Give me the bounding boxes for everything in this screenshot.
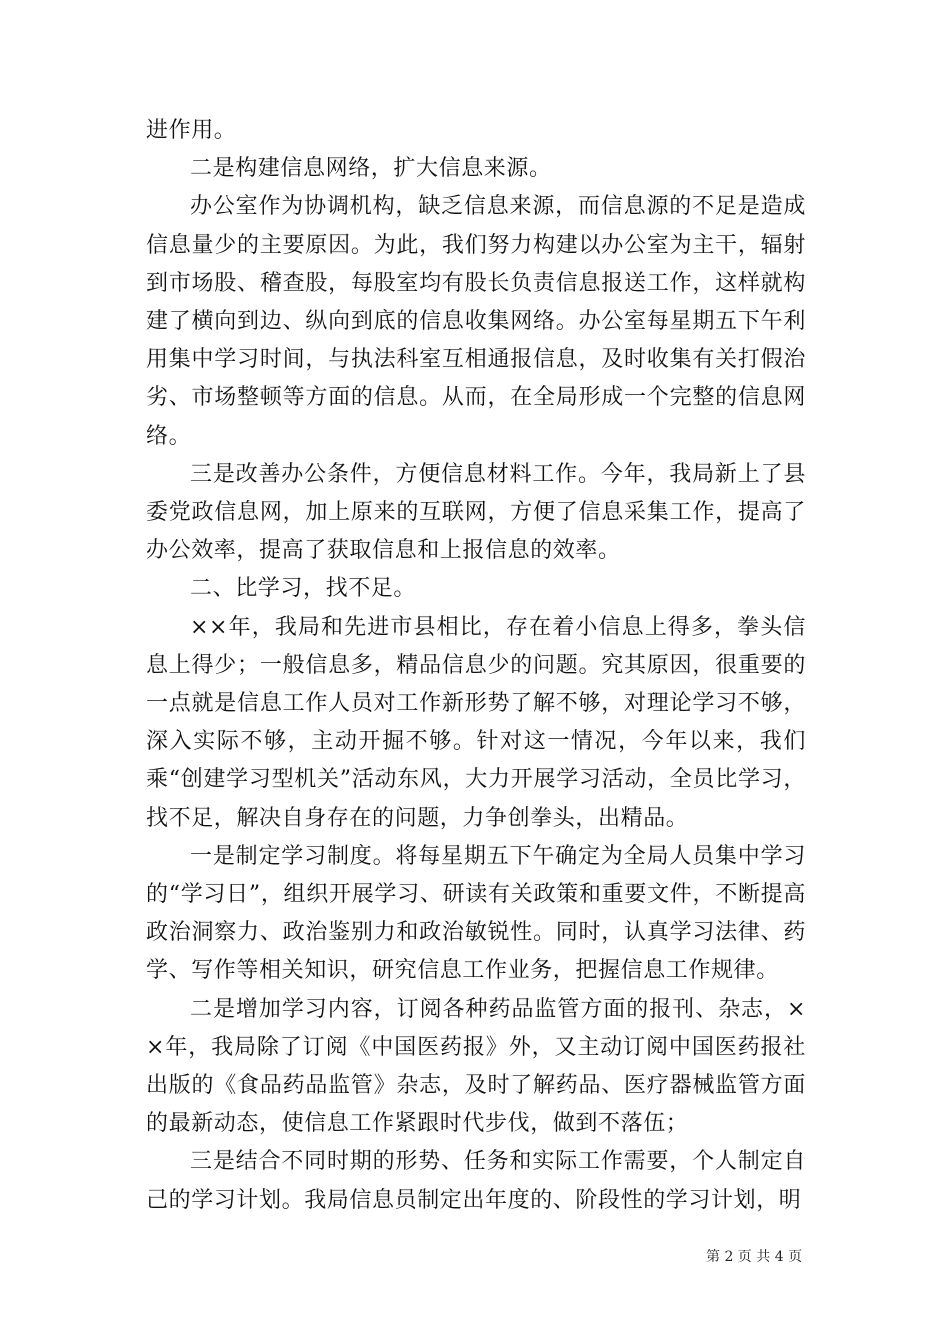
paragraph-office-coordination: 办公室作为协调机构，缺乏信息来源，而信息源的不足是造成信息量少的主要原因。为此，我们努力构建以办公室为主干，辐射到市场股、稽查股，每股室均有股长负责信息报送工作，这样就构建了横向到边、纵向到底的信息收集网络。办公室每星期五下午利用集中学习时间，与执法科室互相通报信息，及时收集有关打假治劣、市场整顿等方面的信息。从而，在全局形成一个完整的信息网络。 (146, 194, 806, 449)
document-body (146, 112, 806, 1220)
paragraph-continuation: 进作用。 (146, 118, 237, 143)
paragraph-study-system: 一是制定学习制度。将每星期五下午确定为全局人员集中学习的“学习日”，组织开展学习、研读有关政策和重要文件，不断提高政治洞察力、政治鉴别力和政治敏锐性。同时，认真学习法律、药学、写作等相关知识，研究信息工作业务，把握信息工作规律。 (146, 843, 806, 984)
paragraph-comparison: ××年，我局和先进市县相比，存在着小信息上得多，拳头信息上得少；一般信息多，精品信息少的问题。究其原因，很重要的一点就是信息工作人员对工作新形势了解不够，对理论学习不够，深入实际不够，主动开掘不够。针对这一情况，今年以来，我们乘“创建学习型机关”活动东风，大力开展学习活动，全员比学习，找不足，解决自身存在的问题，力争创拳头，出精品。 (146, 614, 806, 831)
page-number: 第 2 页 共 4 页 (706, 1249, 803, 1265)
paragraph-study-content: 二是增加学习内容，订阅各种药品监管方面的报刊、杂志，××年，我局除了订阅《中国医药报》外，又主动订阅中国医药报社出版的《食品药品监管》杂志，及时了解药品、医疗器械监管方面的最新动态，使信息工作紧跟时代步伐，做到不落伍； (146, 996, 806, 1137)
paragraph-heading-study: 二、比学习，找不足。 (190, 576, 417, 602)
paragraph-study-plan: 三是结合不同时期的形势、任务和实际工作需要，个人制定自己的学习计划。我局信息员制定出年度的、阶段性的学习计划，明 (146, 1149, 806, 1213)
paragraph-office-conditions: 三是改善办公条件，方便信息材料工作。今年，我局新上了县委党政信息网，加上原来的互联网，方便了信息采集工作，提高了办公效率，提高了获取信息和上报信息的效率。 (146, 461, 806, 564)
paragraph-heading-info-network: 二是构建信息网络，扩大信息来源。 (190, 156, 552, 182)
